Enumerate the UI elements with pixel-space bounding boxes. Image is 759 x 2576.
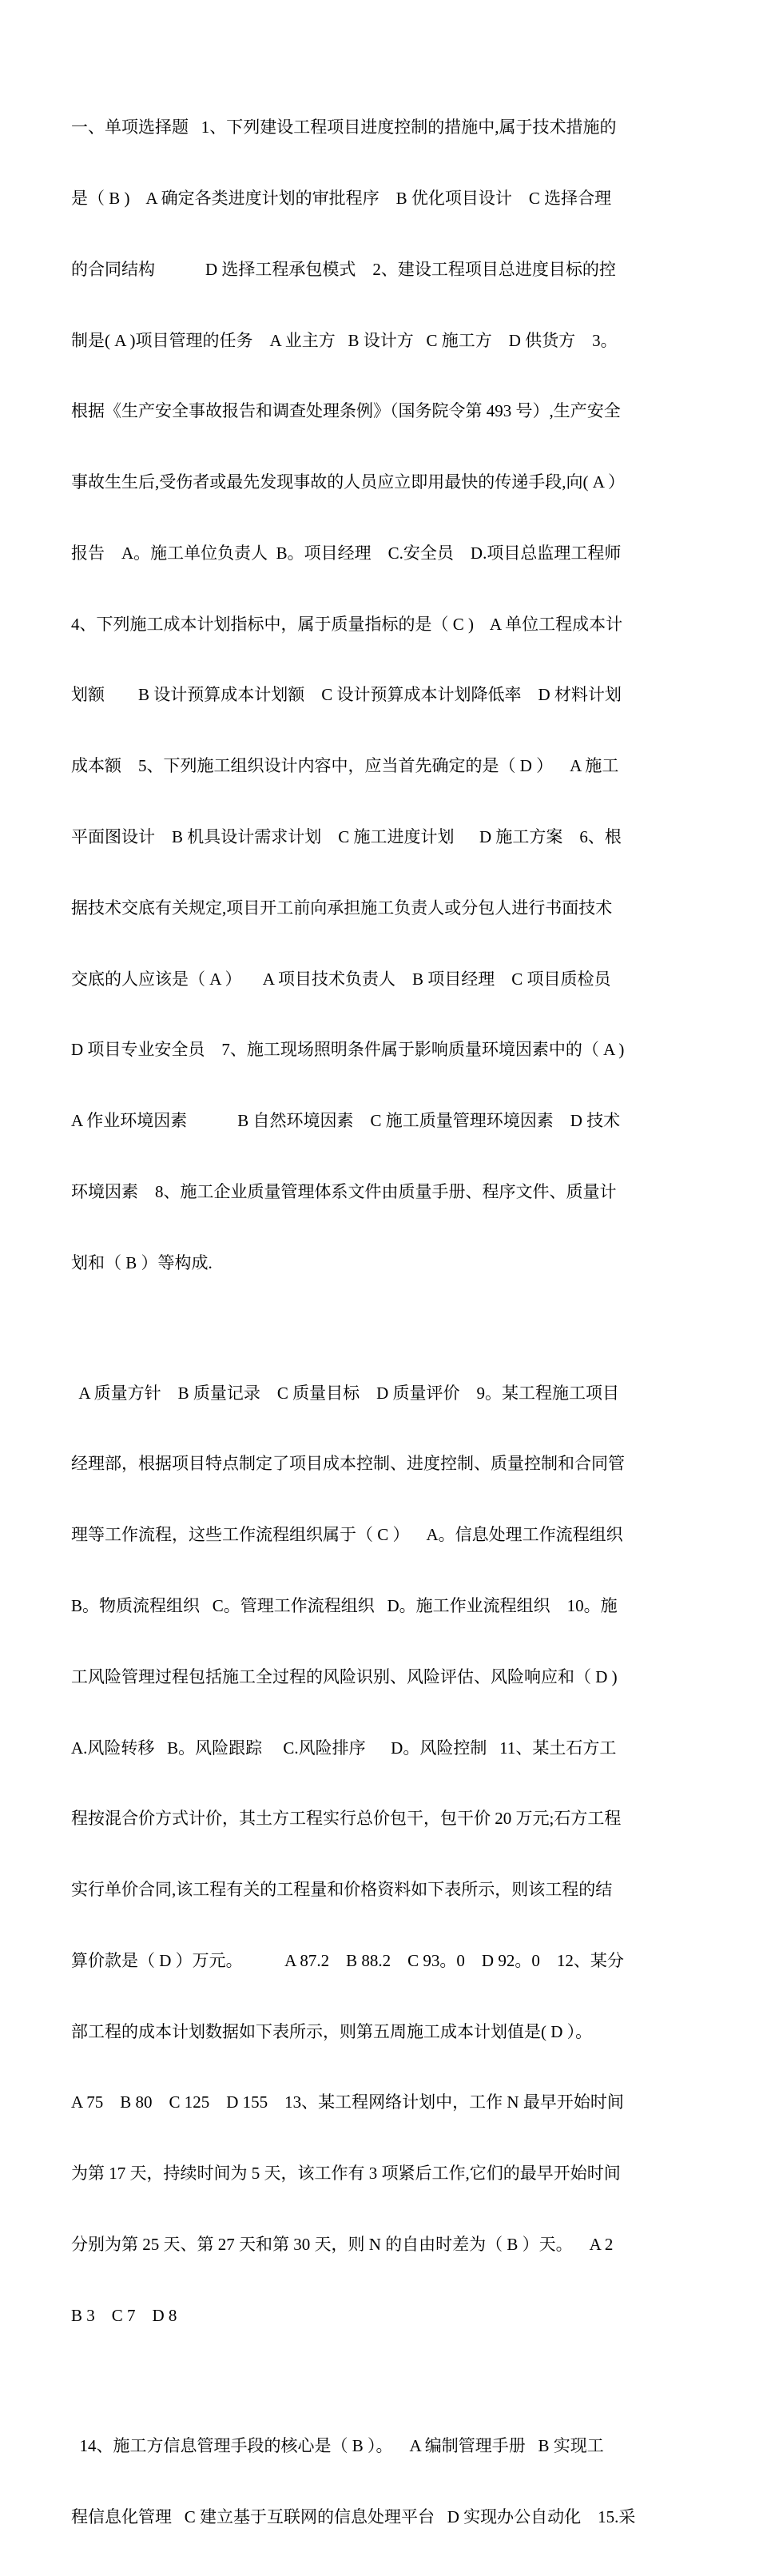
text-line: 据技术交底有关规定,项目开工前向承担施工负责人或分包人进行书面技术: [71, 898, 613, 918]
text-line: 划额 B 设计预算成本计划额 C 设计预算成本计划降低率 D 材料计划: [71, 685, 622, 705]
text-line: 算价款是（ D ）万元。 A 87.2 B 88.2 C 93。0 D 92。0 12、某分: [71, 1950, 624, 1970]
text-line: A.风险转移 B。风险跟踪 C.风险排序 D。风险控制 11、某土石方工: [71, 1738, 617, 1758]
text-line: 程信息化管理 C 建立基于互联网的信息处理平台 D 实现办公自动化 15.采: [71, 2506, 636, 2526]
text-line: 实行单价合同,该工程有关的工程量和价格资料如下表所示，则该工程的结: [71, 1880, 613, 1900]
paragraph-questions-1-8: [71, 69, 710, 1322]
text-line: 程按混合价方式计价，其土方工程实行总价包干，包干价 20 万元;石方工程: [71, 1809, 622, 1829]
text-line: 是（ B ) A 确定各类进度计划的审批程序 B 优化项目设计 C 选择合理: [71, 188, 612, 208]
text-line: 4、下列施工成本计划指标中，属于质量指标的是（ C ) A 单位工程成本计: [71, 614, 623, 634]
text-line: 的合同结构 D 选择工程承包模式 2、建设工程项目总进度目标的控: [71, 259, 616, 279]
text-line: 理等工作流程，这些工作流程组织属于（ C ） A。信息处理工作流程组织: [71, 1525, 623, 1545]
text-line: 工风险管理过程包括施工全过程的风险识别、风险评估、风险响应和（ D ): [71, 1666, 618, 1686]
text-line: 划和（ B ）等构成.: [71, 1252, 213, 1272]
text-line: 报告 A。施工单位负责人 B。项目经理 C.安全员 D.项目总监理工程师: [71, 543, 622, 563]
text-line: A 75 B 80 C 125 D 155 13、某工程网络计划中，工作 N 最早开始时间: [71, 2092, 624, 2112]
text-line: 交底的人应该是（ A ） A 项目技术负责人 B 项目经理 C 项目质检员: [71, 969, 611, 989]
text-line: 成本额 5、下列施工组织设计内容中，应当首先确定的是（ D ） A 施工: [71, 756, 619, 776]
text-line: 14、施工方信息管理手段的核心是（ B ）。 A 编制管理手册 B 实现工: [71, 2435, 604, 2455]
text-line: 经理部，根据项目特点制定了项目成本控制、进度控制、质量控制和合同管: [71, 1454, 625, 1474]
text-line: 分别为第 25 天、第 27 天和第 30 天，则 N 的自由时差为（ B ）天。 A 2: [71, 2235, 614, 2255]
paragraph-questions-9-13: [71, 1334, 710, 2375]
text-line: 制是( A )项目管理的任务 A 业主方 B 设计方 C 施工方 D 供货方 3。: [71, 330, 618, 350]
text-line: B。物质流程组织 C。管理工作流程组织 D。施工作业流程组织 10。施: [71, 1596, 618, 1615]
text-line: 根据《生产安全事故报告和调查处理条例》（国务院令第 493 号）,生产安全: [71, 401, 621, 421]
text-line: 平面图设计 B 机具设计需求计划 C 施工进度计划 D 施工方案 6、根: [71, 827, 622, 846]
text-line: D 项目专业安全员 7、施工现场照明条件属于影响质量环境因素中的（ A ): [71, 1040, 625, 1060]
text-line: 部工程的成本计划数据如下表所示，则第五周施工成本计划值是( D ）。: [71, 2021, 593, 2041]
text-line: A 质量方针 B 质量记录 C 质量目标 D 质量评价 9。某工程施工项目: [71, 1383, 620, 1403]
text-line: B 3 C 7 D 8: [71, 2305, 177, 2325]
paragraph-questions-14-15: [71, 2387, 710, 2576]
text-line: 一、单项选择题 1、下列建设工程项目进度控制的措施中,属于技术措施的: [71, 117, 617, 137]
text-line: 为第 17 天，持续时间为 5 天，该工作有 3 项紧后工作,它们的最早开始时间: [71, 2164, 621, 2184]
document-body: [71, 69, 710, 2576]
text-line: 事故生生后,受伤者或最先发现事故的人员应立即用最快的传递手段,向( A ）: [71, 472, 625, 492]
text-line: A 作业环境因素 B 自然环境因素 C 施工质量管理环境因素 D 技术: [71, 1111, 621, 1131]
text-line: 环境因素 8、施工企业质量管理体系文件由质量手册、程序文件、质量计: [71, 1181, 617, 1201]
